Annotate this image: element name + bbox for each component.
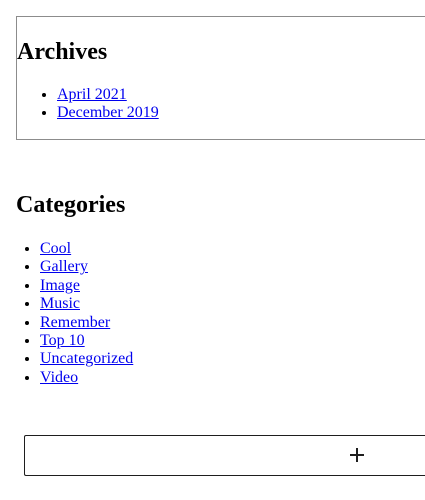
list-item [40,277,133,295]
categories-list [0,240,133,387]
list-item [40,332,133,350]
category-link-music[interactable]: Music [40,295,80,313]
list-item [40,369,133,387]
list-item [57,104,159,122]
list-item [57,86,159,104]
category-link-top-10[interactable]: Top 10 [40,331,85,349]
category-link-video[interactable]: Video [40,368,79,386]
archives-list [17,86,159,123]
archive-link-december-2019[interactable]: December 2019 [57,104,159,122]
category-link-cool[interactable]: Cool [40,240,72,257]
add-block-button[interactable] [24,435,425,476]
list-item [40,240,133,258]
plus-icon [350,448,364,462]
category-link-gallery[interactable]: Gallery [40,258,88,276]
category-link-uncategorized[interactable]: Uncategorized [40,350,134,368]
category-link-image[interactable]: Image [40,276,80,294]
list-item [40,314,133,332]
archives-widget[interactable] [16,16,425,140]
categories-title: Categories [16,192,126,218]
category-link-remember[interactable]: Remember [40,313,111,331]
list-item [40,295,133,313]
archives-title: Archives [17,39,108,65]
list-item [40,350,133,368]
list-item [40,258,133,276]
archive-link-april-2021[interactable]: April 2021 [57,86,127,103]
